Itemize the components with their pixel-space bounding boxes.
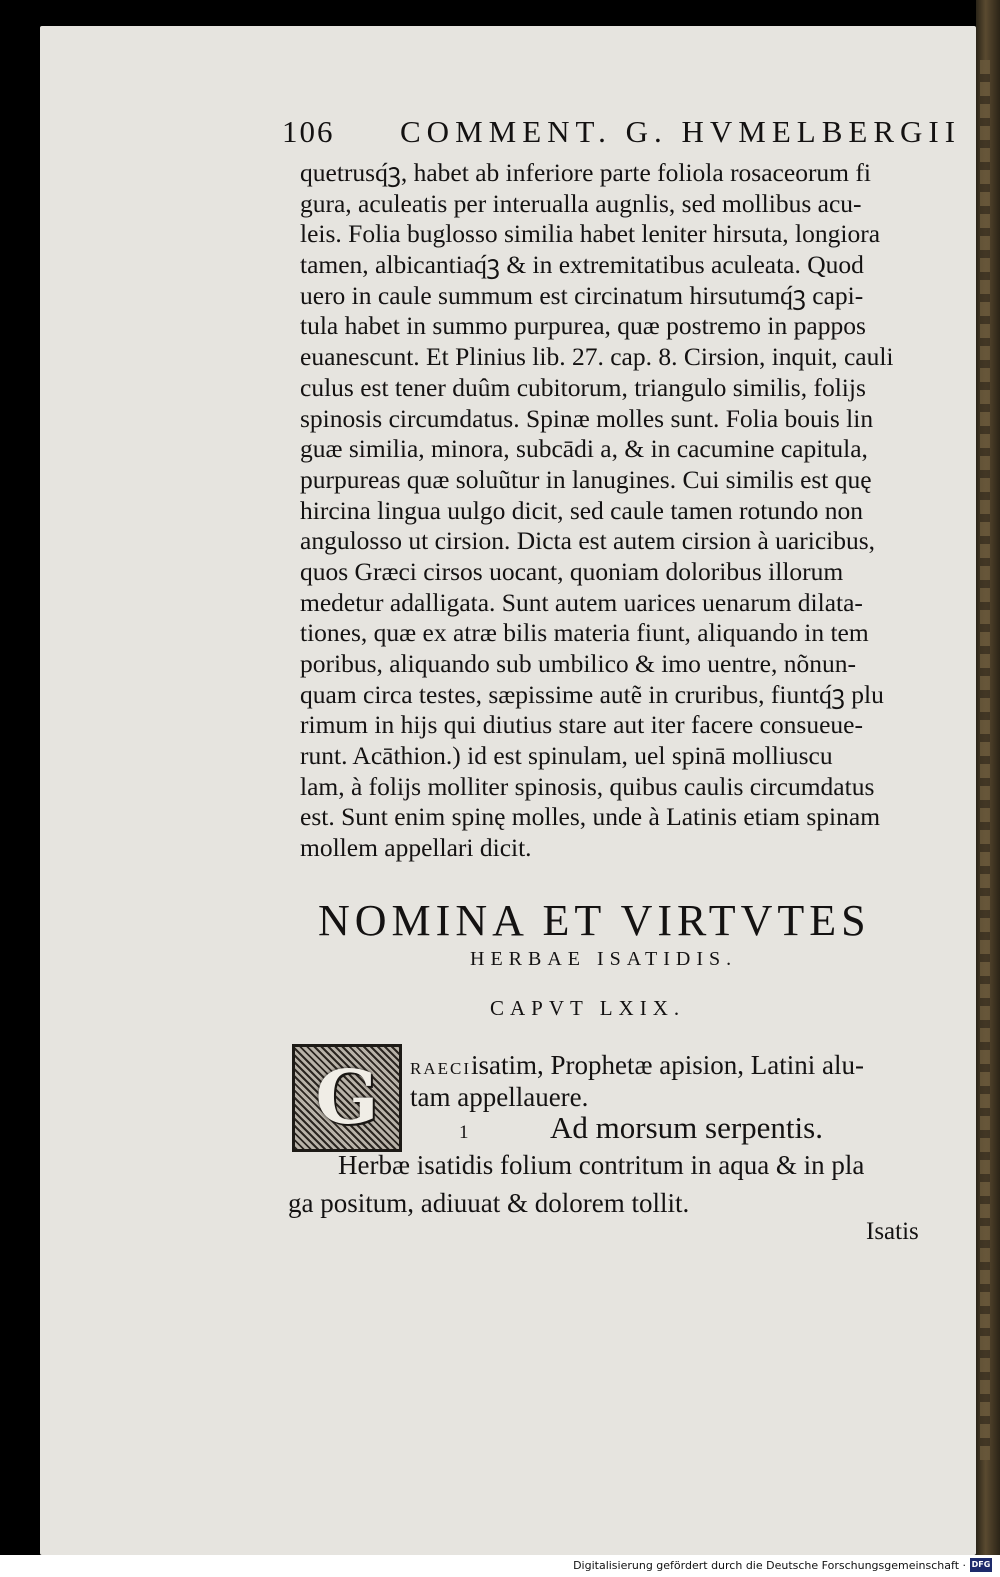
body-text xyxy=(300,158,960,864)
remedy-number: 1 xyxy=(459,1122,469,1143)
dfg-logo: DFG xyxy=(970,1558,992,1572)
body-line: angulosso ut cirsion. Dicta est autem cirsion à uaricibus, xyxy=(300,526,876,556)
body-line: mollem appellari dicit. xyxy=(300,833,532,863)
body-line: rimum in hijs qui diutius stare aut iter facere consueue- xyxy=(300,710,863,740)
body-line: purpureas quæ soluũtur in lanugines. Cui similis est quę xyxy=(300,464,872,494)
body-line: runt. Acāthion.) id est spinulam, uel spinā molliuscu xyxy=(300,741,833,771)
body-line: hircina lingua uulgo dicit, sed caule tamen rotundo non xyxy=(300,495,863,525)
chapter-heading: CAPVT LXIX. xyxy=(490,996,686,1020)
body-line: uero in caule summum est circinatum hirsutumq́ꝫ capi- xyxy=(300,280,864,310)
section-title: NOMINA ET VIRTVTES xyxy=(318,896,871,945)
running-header xyxy=(282,112,962,152)
body-line: culus est tener duûm cubitorum, triangulo similis, folijs xyxy=(300,372,866,402)
body-line: euanescunt. Et Plinius lib. 27. cap. 8. Cirsion, inquit, cauli xyxy=(300,342,894,372)
initial-letter: G xyxy=(315,1055,379,1141)
remedy-line-2: ga positum, adiuuat & dolorem tollit. xyxy=(288,1188,690,1218)
body-line: leis. Folia buglosso similia habet leniter hirsuta, longiora xyxy=(300,219,881,249)
body-line: est. Sunt enim spinę molles, unde à Latinis etiam spinam xyxy=(300,802,881,832)
running-head-title: COMMENT. G. HVMELBERGII xyxy=(400,114,962,149)
footer-credit: Digitalisierung gefördert durch die Deutsche Forschungsgemeinschaft · xyxy=(573,1559,966,1572)
body-line: guæ similia, minora, subcādi a, & in cacumine capitula, xyxy=(300,434,868,464)
body-line: tiones, quæ ex atræ bilis materia fiunt, aliquando in tem xyxy=(300,618,869,648)
body-line: quos Græci cirsos uocant, quoniam doloribus illorum xyxy=(300,556,844,586)
body-line: quam circa testes, sæpissime autẽ in cruribus, fiuntq́ꝫ plu xyxy=(300,679,884,709)
remedy-line-1: Herbæ isatidis folium contritum in aqua & in pla xyxy=(338,1150,865,1180)
footer-bar xyxy=(0,1555,1000,1577)
body-line: tamen, albicantiaq́ꝫ & in extremitatibus aculeata. Quod xyxy=(300,250,864,280)
body-line: lam, à folijs molliter spinosis, quibus caulis circumdatus xyxy=(300,771,875,801)
remedy-heading: Ad morsum serpentis. xyxy=(550,1110,823,1145)
section-subtitle: HERBAE ISATIDIS. xyxy=(470,948,738,970)
body-line: tula habet in summo purpurea, quæ postremo in pappos xyxy=(300,311,866,341)
opening-small-caps: RAECI xyxy=(410,1059,471,1078)
book-edge-texture xyxy=(980,60,990,1460)
opening-line-1-text: isatim, Prophetæ apision, Latini alu- xyxy=(471,1050,864,1080)
book-edge xyxy=(976,0,1000,1555)
decorated-initial xyxy=(292,1044,402,1152)
page-number: 106 xyxy=(282,114,335,149)
catchword: Isatis xyxy=(866,1218,919,1245)
body-line: gura, aculeatis per interualla augnlis, sed mollibus acu- xyxy=(300,188,862,218)
body-line: quetrusq́ꝫ, habet ab inferiore parte foliola rosaceorum fi xyxy=(300,158,871,187)
opening-line-2: tam appellauere. xyxy=(410,1082,589,1112)
body-line: poribus, aliquando sub umbilico & imo uentre, nõnun- xyxy=(300,649,856,678)
opening-line-1 xyxy=(410,1050,864,1081)
body-line: medetur adalligata. Sunt autem uarices uenarum dilata- xyxy=(300,587,863,617)
body-line: spinosis circumdatus. Spinæ molles sunt. Folia bouis lin xyxy=(300,403,874,433)
